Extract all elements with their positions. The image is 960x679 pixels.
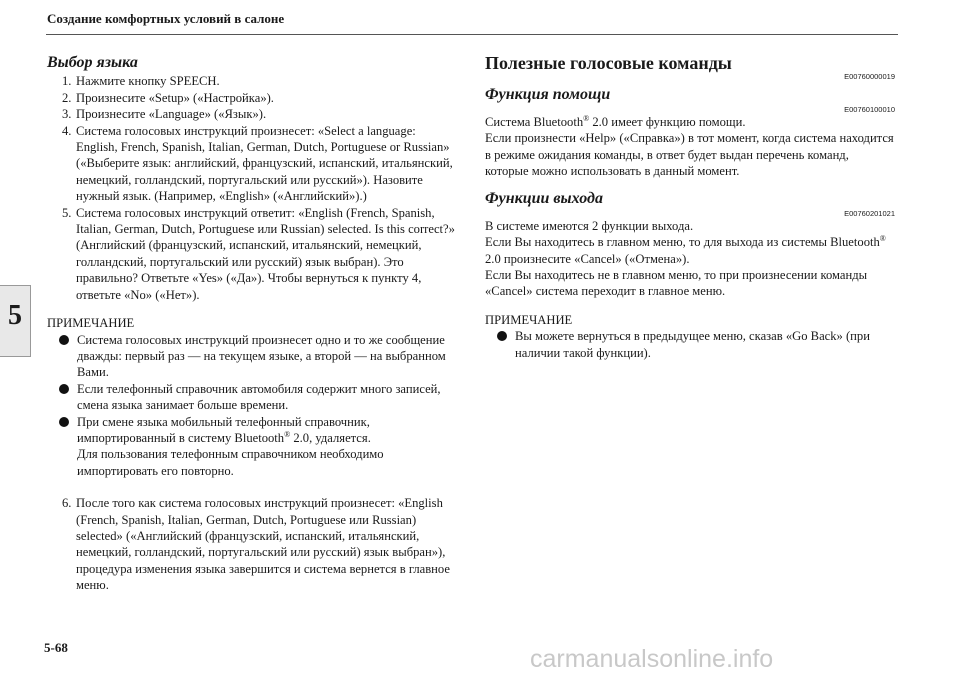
left-column: [47, 55, 457, 594]
language-steps-continued: [47, 495, 457, 593]
chapter-tab: [0, 285, 31, 357]
subsection-title-exit: Функции выхода: [485, 190, 603, 208]
subsection-title-help: Функция помощи: [485, 86, 611, 104]
note-item: При смене языка мобильный телефонный справочник, импортированный в систему Bluetooth® 2.0, удаляется. Для пользования телефонным справочником необходимо импортировать его повторно.: [47, 414, 457, 480]
exit-paragraph: Если Вы находитесь в главном меню, то для выхода из системы Bluetooth® 2.0 произнесите «Cancel» («Отмена»).: [485, 234, 886, 266]
chapter-tab-number: 5: [8, 300, 22, 331]
watermark: carmanualsonline.info: [530, 645, 774, 673]
section-code: E00760000019: [844, 72, 895, 82]
step-item: 6. После того как система голосовых инструкций произнесет: «English (French, Spanish, Italian, German, Dutch, Portuguese или Russian) selected» («Английский (французский, испанский, итальянский, немецкий, голландский, португальский или русский) язык выбран»), процедура изменения языка завершится и система вернется в главное меню.: [62, 496, 450, 593]
step-item: 5. Система голосовых инструкций ответит: «English (French, Spanish, Italian, German, Dutch, Portuguese или Russian) selected. Is this correct?» (Английский (французский, испанский, итальянский, немецкий, голландский, португальский или русский) язык выбран). Это правильно? Ответьте «Yes» («Да»). Чтобы вернуться к пункту 4, ответьте «No» («Нет»).: [62, 205, 455, 302]
language-steps: [47, 73, 457, 303]
subsection-code: E00760100010: [844, 104, 895, 114]
note-item: Вы можете вернуться в предыдущее меню, сказав «Go Back» (при наличии такой функции).: [485, 328, 895, 361]
bullet-icon: [59, 417, 69, 427]
right-column: [485, 55, 895, 361]
bullet-icon: [59, 335, 69, 345]
exit-paragraph: Если Вы находитесь не в главном меню, то при произнесении команды «Cancel» система переходит в главное меню.: [485, 268, 868, 299]
exit-paragraph: В системе имеются 2 функции выхода.: [485, 218, 694, 233]
step-item: 4. Система голосовых инструкций произнесет: «Select a language: English, French, Spanish, Italian, German, Dutch, Portuguese or Russian» («Выберите язык: английский, французский, испанский, итальянский, немецкий, голландский, португальский или русский»). Назовите нужный язык. (Например, «English» («Английский»).): [62, 123, 453, 204]
page-number: 5-68: [44, 640, 68, 655]
section-title-language: Выбор языка: [47, 54, 138, 71]
page-header: Создание комфортных условий в салоне: [47, 11, 285, 26]
step-item: 2. Произнесите «Setup» («Настройка»).: [62, 90, 274, 105]
note-list: [485, 328, 895, 361]
help-paragraph: Система Bluetooth® 2.0 имеет функцию помощи.: [485, 113, 746, 129]
step-item: 3. Произнесите «Language» («Язык»).: [62, 107, 267, 122]
section-title-voice-commands: Полезные голосовые команды: [485, 53, 732, 73]
note-item: Система голосовых инструкций произнесет одно и то же сообщение дважды: первый раз — на текущем языке, а второй — на выбранном Вами.: [47, 332, 457, 381]
help-paragraph: Если произнести «Help» («Справка») в тот момент, когда система находится в режиме ожидания команды, в ответ будет выдан перечень команд, которые можно использовать в данный момент.: [485, 131, 894, 179]
note-label: ПРИМЕЧАНИЕ: [47, 316, 135, 331]
header-divider: [46, 34, 898, 35]
step-item: 1. Нажмите кнопку SPEECH.: [62, 74, 220, 89]
subsection-code: E00760201021: [844, 208, 895, 218]
note-list: [47, 332, 457, 480]
bullet-icon: [59, 384, 69, 394]
bullet-icon: [497, 331, 507, 341]
note-label: ПРИМЕЧАНИЕ: [485, 312, 573, 327]
note-item: Если телефонный справочник автомобиля содержит много записей, смена языка занимает больше времени.: [47, 381, 457, 414]
